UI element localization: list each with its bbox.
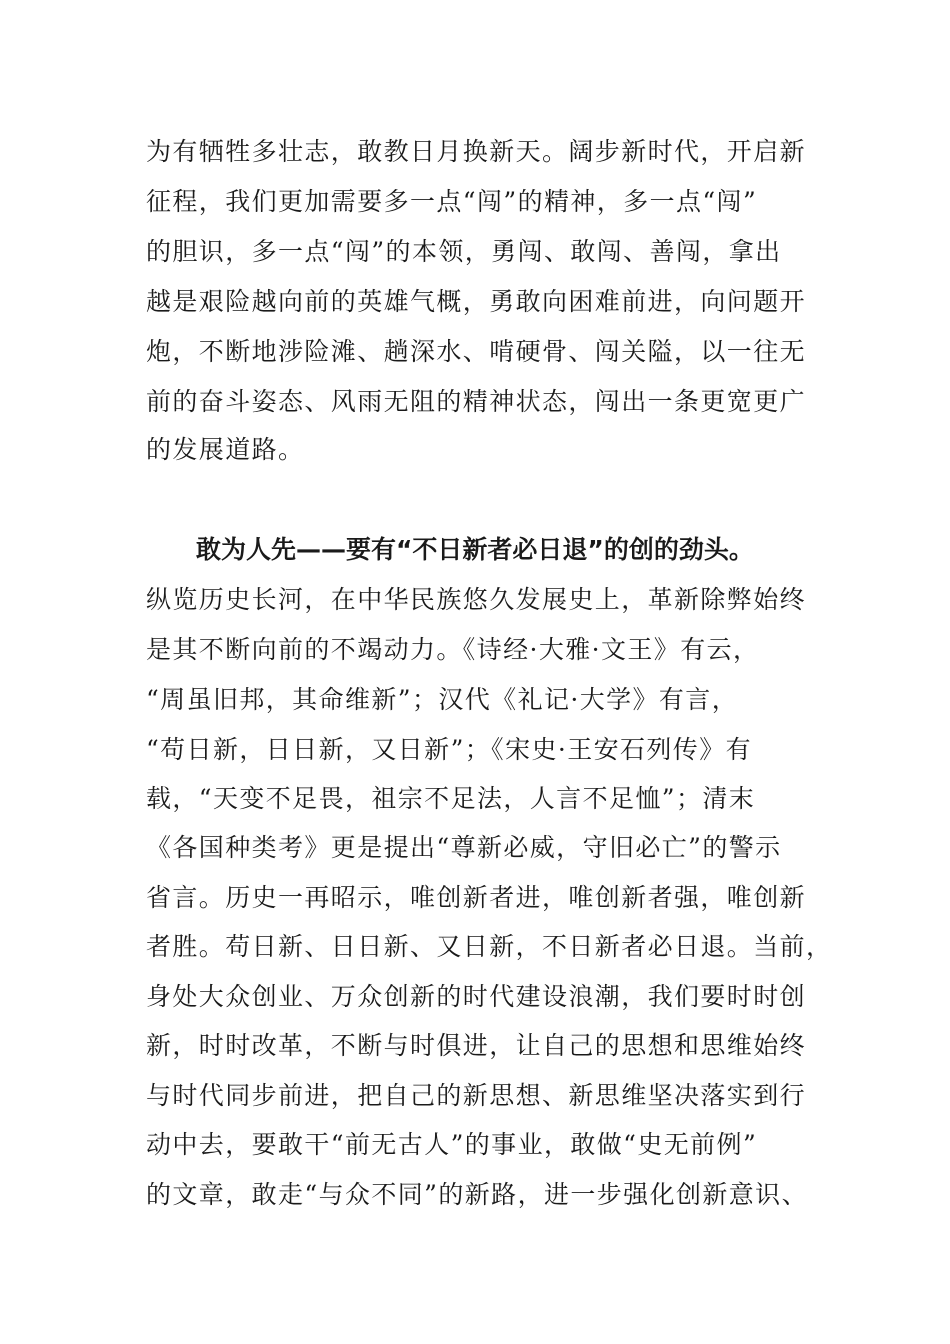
paragraph-line: 的胆识，多一点“闯”的本领，勇闯、敢闯、善闯，拿出 [146, 237, 782, 266]
paragraph-line: 的文章，敢走“与众不同”的新路，进一步强化创新意识、 [146, 1180, 808, 1209]
paragraph-line: “周虽旧邦，其命维新”；汉代《礼记·大学》有言， [146, 685, 739, 714]
paragraph-line: 载，“天变不足畏，祖宗不足法，人言不足恤”；清末 [146, 784, 756, 813]
paragraph-line: 纵览历史长河，在中华民族悠久发展史上，革新除弊始终 [146, 585, 807, 614]
paragraph-line: 与时代同步前进，把自己的新思想、新思维坚决落实到行 [146, 1081, 807, 1110]
paragraph-line: 的发展道路。 [146, 435, 305, 464]
paragraph-line: 征程，我们更加需要多一点“闯”的精神，多一点“闯” [146, 187, 758, 216]
paragraph-line: 前的奋斗姿态、风雨无阻的精神状态，闯出一条更宽更广 [146, 387, 807, 416]
paragraph-line: “苟日新，日日新，又日新”；《宋史·王安石列传》有 [146, 735, 753, 764]
paragraph-line: 炮，不断地涉险滩、趟深水、啃硬骨、闯关隘，以一往无 [146, 337, 807, 366]
paragraph-line: 动中去，要敢干“前无古人”的事业，敢做“史无前例” [146, 1130, 758, 1159]
paragraph-line: 越是艰险越向前的英雄气概，勇敢向困难前进，向问题开 [146, 287, 807, 316]
paragraph-line: 《各国种类考》更是提出“尊新必威，守旧必亡”的警示 [146, 833, 782, 862]
paragraph-line: 省言。历史一再昭示，唯创新者进，唯创新者强，唯创新 [146, 883, 807, 912]
paragraph-line: 新，时时改革，不断与时俱进，让自己的思想和思维始终 [146, 1031, 807, 1060]
paragraph-line: 是其不断向前的不竭动力。《诗经·大雅·文王》有云， [146, 635, 760, 664]
section-heading: 敢为人先——要有“不日新者必日退”的创的劲头。 [196, 535, 754, 564]
paragraph-line: 为有牺牲多壮志，敢教日月换新天。阔步新时代，开启新 [146, 137, 807, 166]
paragraph-line: 身处大众创业、万众创新的时代建设浪潮，我们要时时创 [146, 982, 807, 1011]
paragraph-line: 者胜。苟日新、日日新、又日新，不日新者必日退。当前， [146, 932, 833, 961]
